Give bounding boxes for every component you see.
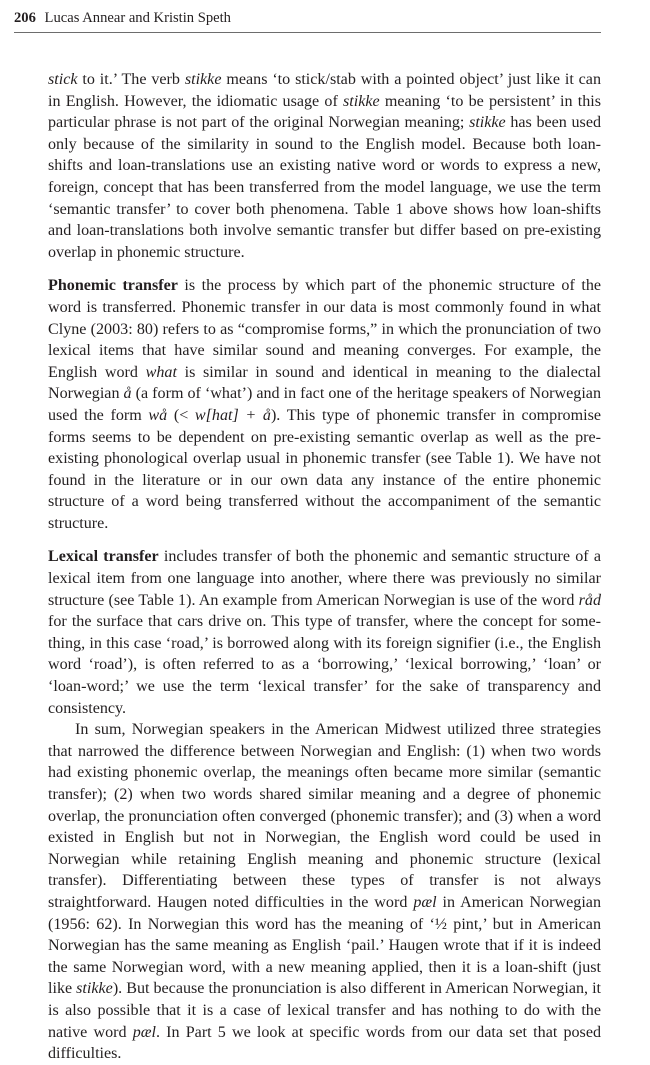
running-head xyxy=(14,8,601,33)
italic-word: stikke xyxy=(469,114,506,132)
page-number: 206 xyxy=(14,10,36,26)
italic-word: stikke xyxy=(343,92,380,110)
term-heading: Phonemic transfer xyxy=(48,277,178,295)
text-run: In sum, Norwegian speakers in the American Midwest utilized three strategies that narrowed the difference between Norwegian and English: (1) when two words had existing phonemic overlap, the meanings often became more similar (semantic transfer); (2) when two words shared similar meaning and a degree of phonemic overlap, the pronunciation often converged (phonemic transfer); and (3) when a word existed in English but not in Norwegian, the English word could be used in Norwegian while retaining English meaning and phonemic structure (lexical transfer). Differentiating between these types of transfer is not always straightforward. Haugen noted difficulties in the word xyxy=(48,721,601,911)
text-run: in American Norwegian (1956: 62). In Norwegian this word has the meaning of ‘½ pint,’ but in American Norwegian has the same meaning as English ‘pail.’ Haugen wrote that if it is indeed the same Norwegian word, with a new meaning applied, then it is a loan-shift (just like xyxy=(48,893,602,998)
italic-word: wå xyxy=(148,406,168,424)
text-run: (< xyxy=(167,406,195,424)
text-run: ). This type of phonemic transfer in compromise forms seems to be dependent on pre-existing semantic overlap as well as the pre-existing phonological overlap usual in phonemic transfer (see Table 1). We have not found in the literature or in our own data any instance of the entire phonemic structure of a word being transferred without the accompaniment of the semantic structure. xyxy=(48,406,601,532)
text-run: is similar in sound and identical in meaning to the dialectal Norwegian xyxy=(48,363,601,403)
text-run: includes transfer of both the phonemic and semantic structure of a lexical item from one language into another, where there was previously no similar structure (see Table 1). An example from American Norwegian is use of the word xyxy=(48,548,601,609)
italic-word: stikke xyxy=(184,71,222,88)
text-run: is the process by which part of the phonemic structure of the word is transferred. Phonemic transfer in our data is most commonly found in what Clyne (2003: 80) refers to as “compromise forms,” in which the pronunciation of two lexical items that have similar sound and meaning converges. For example, the English word xyxy=(48,277,602,381)
body-text xyxy=(48,69,601,1065)
paragraph-phonemic-transfer xyxy=(48,275,601,534)
italic-word: pæl xyxy=(132,1023,156,1041)
italic-word: råd xyxy=(578,591,601,609)
text-run: (a form of ‘what’) and in fact one of the heritage speakers of Norwegian used the form xyxy=(48,385,601,424)
paragraph-lexical-transfer xyxy=(48,546,601,719)
paragraph-semantic-transfer-continued xyxy=(48,69,601,263)
italic-word: w[hat] + å xyxy=(194,406,271,424)
paragraph-in-sum xyxy=(48,719,601,1065)
text-run: has been used only because of the similarity in sound to the English model. Because both loan-shifts and loan-translations use an existing native word or words to express a new, foreign, concept that has been transferred from the model language, we use the term ‘semantic transfer’ to cover both phenomena. Table 1 above shows how loan-shifts and loan-translations both involve semantic transfer but differ based on pre-existing overlap in phonemic structure. xyxy=(48,114,602,261)
text-run: meaning ‘to be persistent’ in this particular phrase is not part of the original Norwegian meaning; xyxy=(48,92,601,132)
text-run: ). But because the pronunciation is also different in American Norwegian, it is also possible that it is a case of lexical transfer and has nothing to do with the native word xyxy=(48,980,602,1041)
running-head-authors: Lucas Annear and Kristin Speth xyxy=(44,10,231,26)
italic-word: what xyxy=(145,363,177,381)
italic-word: pæl xyxy=(413,893,437,911)
text-run: means ‘to stick/stab with a pointed object’ just like it can in English. However, the idiomatic usage of xyxy=(48,71,602,110)
italic-word: å xyxy=(123,385,132,403)
text-run: for the surface that cars drive on. This type of transfer, where the concept for something, in this case ‘road,’ is borrowed along with its foreign signifier (i.e., the English word ‘road’), is often referred to as a ‘borrowing,’ ‘lexical borrowing,’ ‘loan’ or ‘loan-word;’ we use the term ‘lexical transfer’ for the sake of transparency and consistency. xyxy=(48,613,601,717)
term-heading: Lexical transfer xyxy=(48,548,159,566)
text-run: to it.’ The verb xyxy=(77,71,185,88)
text-run: . In Part 5 we look at specific words from our data set that posed difficulties. xyxy=(48,1023,602,1063)
italic-word: stick xyxy=(48,71,78,88)
italic-word: stikke xyxy=(76,980,113,998)
